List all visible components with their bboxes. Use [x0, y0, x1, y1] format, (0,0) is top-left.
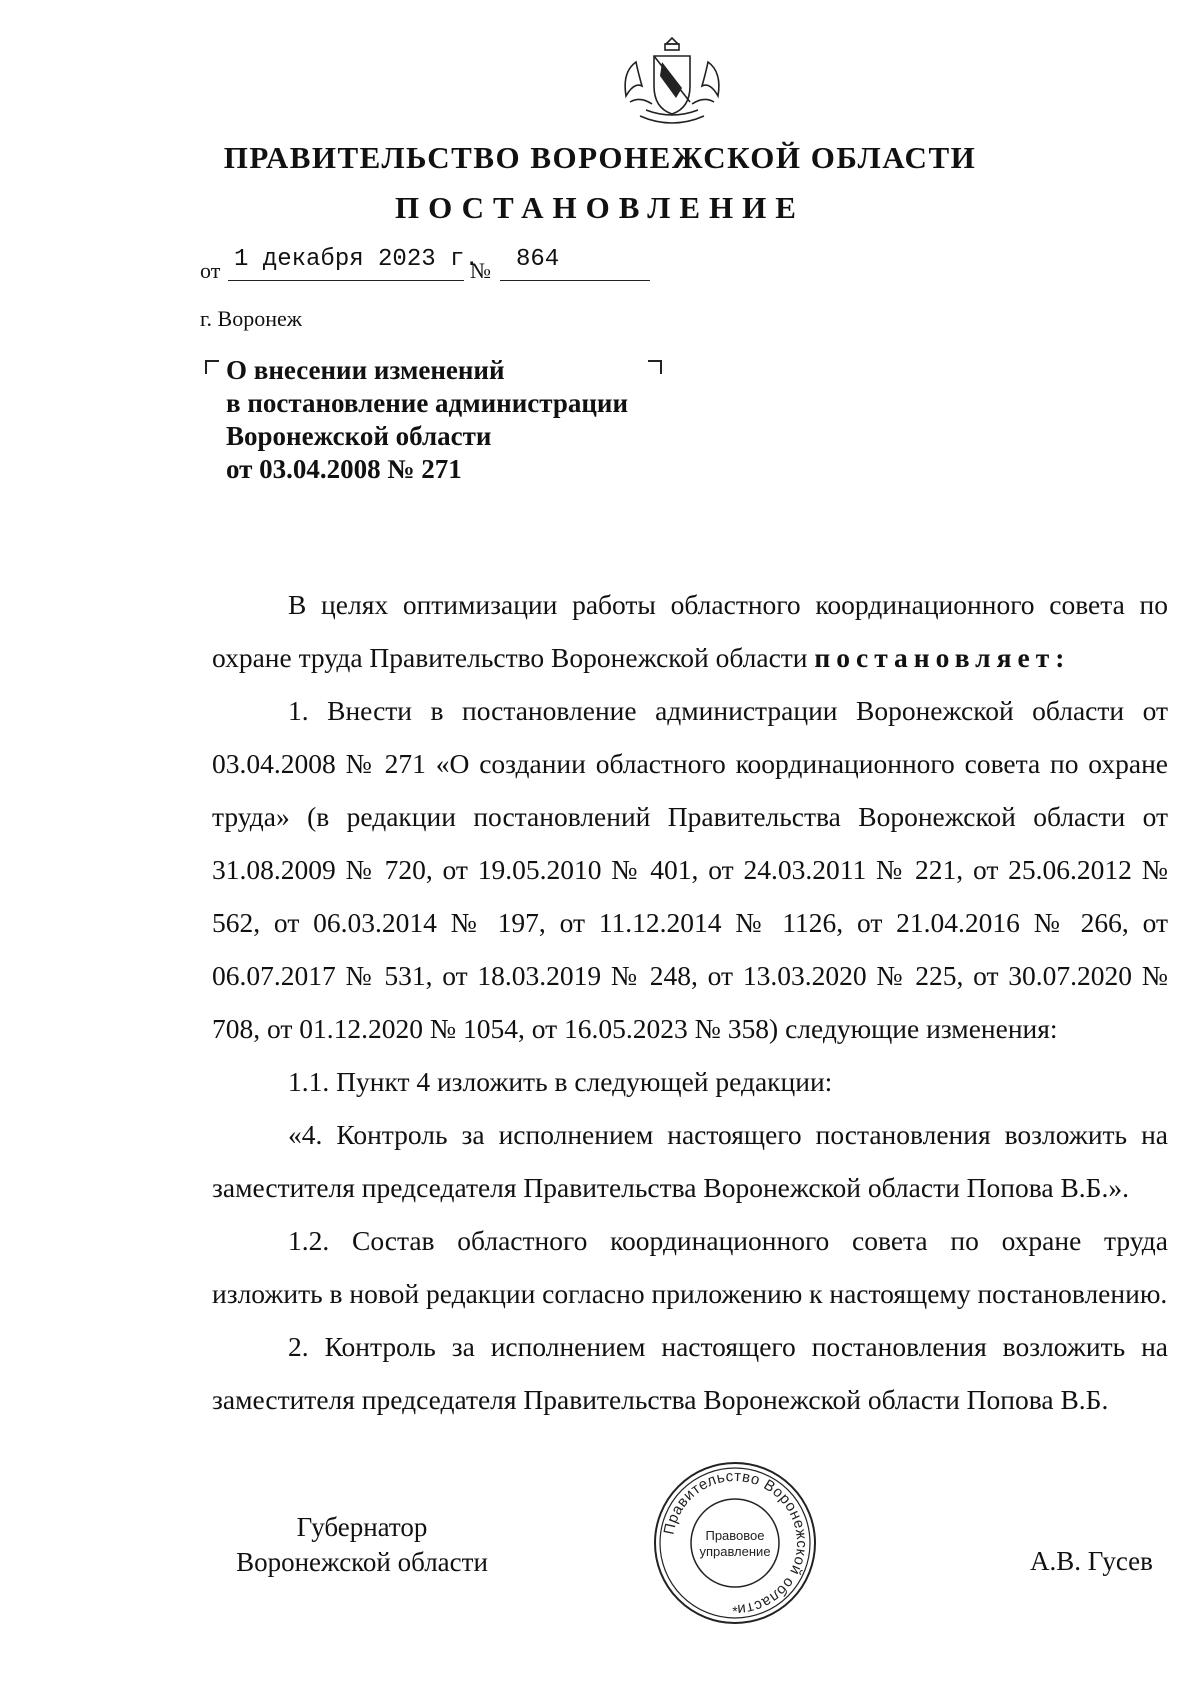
from-label: от: [200, 258, 221, 283]
paragraph-1-1: 1.1. Пункт 4 изложить в следующей редакции:: [288, 1066, 833, 1097]
resolves-word: постановляет:: [814, 642, 1071, 673]
document-subject: [226, 354, 676, 486]
signatory-name: А.В. Гусев: [1030, 1546, 1153, 1576]
subject-corner-left: [205, 360, 219, 374]
intro-text: В целях оптимизации работы областного координационного совета по охране труда Правительство Воронежской области: [212, 589, 1168, 673]
subject-line: от 03.04.2008 № 271: [226, 454, 462, 484]
stamp-ring-text: Правительство Воронежской области: [660, 1467, 811, 1619]
intro-paragraph: [212, 578, 1168, 684]
government-title: ПРАВИТЕЛЬСТВО ВОРОНЕЖСКОЙ ОБЛАСТИ: [223, 140, 977, 175]
official-stamp: [652, 1460, 818, 1626]
stamp-center-line: управление: [699, 1544, 771, 1559]
document-body: [212, 578, 1168, 1426]
paragraph-1: 1. Внести в постановление администрации Воронежской области от 03.04.2008 № 271 «О создании областного координационного совета по охране труда» (в редакции постановлений Правительства Воронежской области от 31.08.2009 № 720, от 19.05.2010 № 401, от 24.03.2011 № 221, от 25.06.2012 № 562, от 06.03.2014 № 197, от 11.12.2014 № 1126, от 21.04.2016 № 266, от 06.07.2017 № 531, от 18.03.2019 № 248, от 13.03.2020 № 225, от 30.07.2020 № 708, от 01.12.2020 № 1054, от 16.05.2023 № 358) следующие изменения:: [212, 695, 1168, 1044]
subject-line: Воронежской области: [226, 421, 492, 451]
document-type: ПОСТАНОВЛЕНИЕ: [395, 190, 805, 225]
city: г. Воронеж: [200, 306, 302, 331]
stamp-center-line: Правовое: [705, 1528, 765, 1543]
signatory-title-line: Губернатор: [296, 1512, 428, 1542]
subject-line: в постановление администрации: [226, 388, 629, 418]
subject-line: О внесении изменений: [226, 355, 505, 385]
paragraph-2: 2. Контроль за исполнением настоящего постановления возложить на заместителя председателя Правительства Воронежской области Попова В.Б.: [212, 1331, 1168, 1415]
number-value: 864: [516, 246, 560, 273]
paragraph-1-2: 1.2. Состав областного координационного совета по охране труда изложить в новой редакции согласно приложению к настоящему постановлению.: [212, 1225, 1168, 1309]
date-number-row: [200, 246, 670, 290]
paragraph-1-1-quote: «4. Контроль за исполнением настоящего постановления возложить на заместителя председателя Правительства Воронежской области Попова В.Б.».: [212, 1119, 1168, 1203]
number-label: №: [470, 258, 491, 283]
signatory-title-line: Воронежской области: [236, 1547, 488, 1577]
stamp-star: *: [732, 1603, 738, 1619]
date-value: 1 декабря 2023 г.: [234, 246, 479, 273]
signatory-title: [212, 1510, 512, 1580]
coat-of-arms-icon: [610, 32, 734, 132]
